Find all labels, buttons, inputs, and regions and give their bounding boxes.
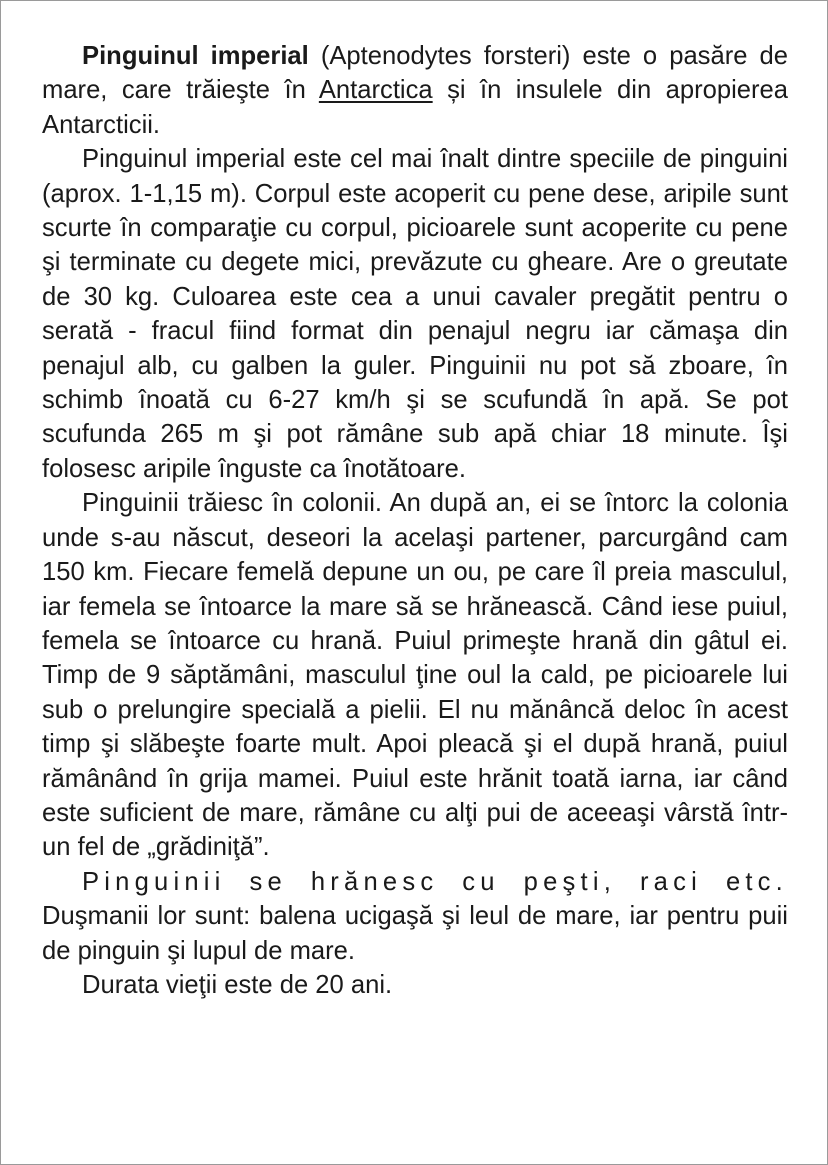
article-body [42, 39, 788, 1002]
intro-text-a: (Aptenodytes forsteri) este o pasăre de mare, care trăieşte în [42, 42, 788, 105]
diet-spaced-text: Pinguinii se hrănesc cu peşti, raci etc. [82, 867, 788, 896]
paragraph-lifespan: Durata vieţii este de 20 ani. [82, 970, 393, 999]
article-title: Pinguinul imperial [82, 42, 309, 70]
paragraph-intro [42, 39, 788, 142]
paragraph-colonies: Pinguinii trăiesc în colonii. An după an, ei se întorc la colonia unde s-au născut, deseori la acelaşi partener, parcurgând cam 150 km. Fiecare femelă depune un ou, pe care îl preia masculul, iar femela se întoarce la mare să se hrănească. Când iese puiul, femela se întoarce cu hrană. Puiul primeşte hrană din gâtul ei. Timp de 9 săptămâni, masculul ţine oul la cald, pe picioarele lui sub o prelungire specială a pielii. El nu mănâncă deloc în acest timp şi slăbeşte foarte mult. Apoi pleacă şi el după hrană, puiul rămânând în grija mamei. Puiul este hrănit toată iarna, iar când este suficient de mare, rămâne cu alţi pui de aceeaşi vârstă într-un fel de „grădiniţă”. [42, 489, 788, 862]
paragraph-diet [42, 865, 788, 968]
intro-text-b: și în insulele din apropierea Antarcticii. [42, 76, 789, 139]
antarctica-link[interactable]: Antarctica [318, 76, 433, 105]
diet-rest-text: Duşmanii lor sunt: balena ucigaşă şi leul de mare, iar pentru puii de pinguin şi lupul de mare. [42, 902, 788, 965]
paragraph-description: Pinguinul imperial este cel mai înalt dintre speciile de pinguini (aprox. 1-1,15 m). Corpul este acoperit cu pene dese, aripile sunt scurte în comparaţie cu corpul, picioarele sunt acoperite cu pene şi terminate cu degete mici, prevăzute cu gheare. Are o greutate de 30 kg. Culoarea este cea a unui cavaler pregătit pentru o serată - fracul fiind format din penajul negru iar cămaşa din penajul alb, cu galben la guler. Pinguinii nu pot să zboare, în schimb înoată cu 6-27 km/h şi se scufundă în apă. Se pot scufunda 265 m şi pot rămâne sub apă chiar 18 minute. Îşi folosesc aripile înguste ca înotătoare. [42, 145, 788, 483]
